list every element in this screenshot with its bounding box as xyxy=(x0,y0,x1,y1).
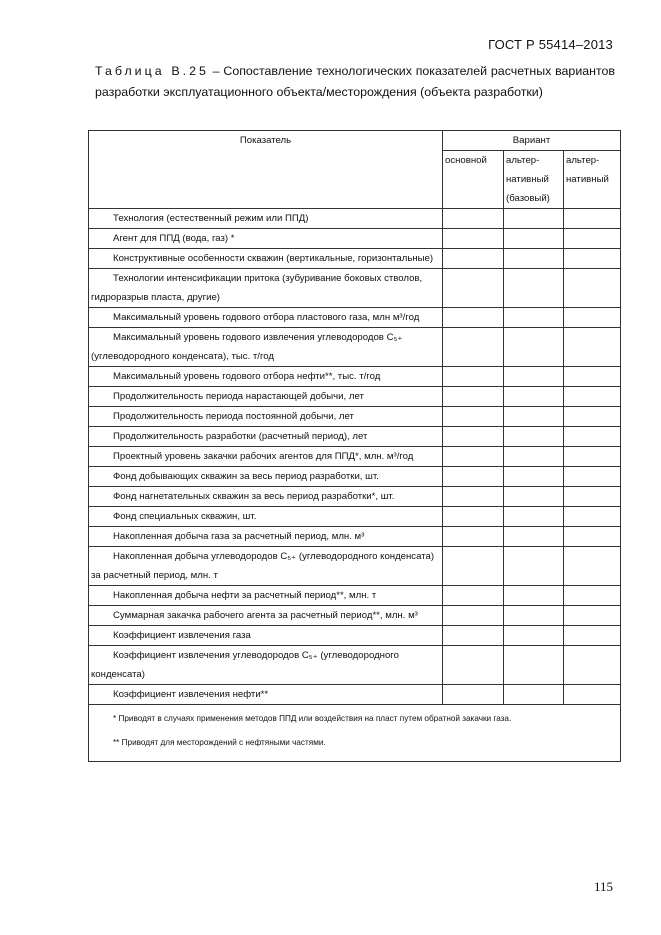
table-row xyxy=(89,606,621,626)
row-value-cell xyxy=(443,387,504,407)
row-indicator: Технология (естественный режим или ППД) xyxy=(89,209,443,229)
table-row xyxy=(89,209,621,229)
row-value-cell xyxy=(564,229,621,249)
row-value-cell xyxy=(564,269,621,308)
row-value-cell xyxy=(564,387,621,407)
comparison-table xyxy=(88,130,621,762)
row-indicator: Накопленная добыча углеводородов С₅₊ (углеводородного конденсата) за расчетный период, млн. т xyxy=(89,547,443,586)
row-indicator: Коэффициент извлечения газа xyxy=(89,626,443,646)
row-value-cell xyxy=(564,606,621,626)
table-row xyxy=(89,229,621,249)
row-value-cell xyxy=(443,547,504,586)
row-value-cell xyxy=(504,527,564,547)
row-value-cell xyxy=(504,387,564,407)
row-value-cell xyxy=(443,407,504,427)
row-value-cell xyxy=(504,308,564,328)
row-indicator: Технологии интенсификации притока (зубуривание боковых стволов, гидроразрыв пласта, другие) xyxy=(89,269,443,308)
table-row xyxy=(89,646,621,685)
row-value-cell xyxy=(443,586,504,606)
row-indicator: Суммарная закачка рабочего агента за расчетный период**, млн. м³ xyxy=(89,606,443,626)
row-value-cell xyxy=(564,527,621,547)
table-row xyxy=(89,407,621,427)
row-value-cell xyxy=(443,685,504,705)
row-value-cell xyxy=(504,367,564,387)
table-row xyxy=(89,527,621,547)
row-value-cell xyxy=(443,229,504,249)
row-value-cell xyxy=(564,447,621,467)
row-indicator: Максимальный уровень годового извлечения углеводородов С₅₊ (углеводородного конденсата), тыс. т/год xyxy=(89,328,443,367)
row-value-cell xyxy=(504,427,564,447)
row-value-cell xyxy=(504,269,564,308)
row-value-cell xyxy=(443,427,504,447)
row-value-cell xyxy=(504,209,564,229)
row-value-cell xyxy=(564,685,621,705)
header-alt2: альтер-нативный xyxy=(564,151,621,209)
header-indicator: Показатель xyxy=(89,131,443,209)
table-row xyxy=(89,387,621,407)
row-value-cell xyxy=(564,407,621,427)
row-value-cell xyxy=(564,547,621,586)
row-value-cell xyxy=(504,626,564,646)
row-value-cell xyxy=(504,547,564,586)
row-indicator: Накопленная добыча газа за расчетный период, млн. м³ xyxy=(89,527,443,547)
table-row xyxy=(89,367,621,387)
row-value-cell xyxy=(564,507,621,527)
row-value-cell xyxy=(504,487,564,507)
table-row xyxy=(89,547,621,586)
note-1: * Приводят в случаях применения методов ППД или воздействия на пласт путем обратной закачки газа. xyxy=(113,714,512,723)
row-value-cell xyxy=(564,487,621,507)
row-value-cell xyxy=(564,308,621,328)
row-indicator: Фонд нагнетательных скважин за весь период разработки*, шт. xyxy=(89,487,443,507)
row-value-cell xyxy=(443,367,504,387)
row-value-cell xyxy=(443,467,504,487)
row-value-cell xyxy=(443,249,504,269)
header-alt1: альтер-нативный (базовый) xyxy=(504,151,564,209)
standard-number: ГОСТ Р 55414–2013 xyxy=(488,37,613,52)
table-row xyxy=(89,685,621,705)
row-value-cell xyxy=(564,467,621,487)
row-value-cell xyxy=(564,367,621,387)
row-value-cell xyxy=(443,447,504,467)
row-value-cell xyxy=(564,249,621,269)
row-value-cell xyxy=(564,626,621,646)
row-value-cell xyxy=(504,447,564,467)
table-row xyxy=(89,249,621,269)
row-indicator: Коэффициент извлечения углеводородов С₅₊ (углеводородного конденсата) xyxy=(89,646,443,685)
row-value-cell xyxy=(504,606,564,626)
row-value-cell xyxy=(443,328,504,367)
table-row xyxy=(89,328,621,367)
table-notes xyxy=(89,705,621,762)
table-row xyxy=(89,427,621,447)
row-value-cell xyxy=(443,527,504,547)
table-row xyxy=(89,269,621,308)
row-indicator: Накопленная добыча нефти за расчетный период**, млн. т xyxy=(89,586,443,606)
row-indicator: Коэффициент извлечения нефти** xyxy=(89,685,443,705)
note-2: ** Приводят для месторождений с нефтяными частями. xyxy=(113,738,326,747)
table-row xyxy=(89,308,621,328)
row-value-cell xyxy=(504,229,564,249)
row-value-cell xyxy=(564,209,621,229)
row-value-cell xyxy=(443,269,504,308)
row-value-cell xyxy=(504,685,564,705)
header-variant: Вариант xyxy=(443,131,621,151)
row-indicator: Продолжительность периода нарастающей добычи, лет xyxy=(89,387,443,407)
table-row xyxy=(89,447,621,467)
row-value-cell xyxy=(443,646,504,685)
page-number: 115 xyxy=(593,879,613,894)
row-value-cell xyxy=(564,586,621,606)
row-value-cell xyxy=(504,646,564,685)
caption-label: Таблица В.25 xyxy=(95,64,209,78)
table-row xyxy=(89,507,621,527)
row-indicator: Продолжительность периода постоянной добычи, лет xyxy=(89,407,443,427)
table-row xyxy=(89,626,621,646)
row-value-cell xyxy=(564,427,621,447)
row-value-cell xyxy=(443,507,504,527)
row-value-cell xyxy=(504,328,564,367)
row-indicator: Агент для ППД (вода, газ) * xyxy=(89,229,443,249)
row-value-cell xyxy=(564,646,621,685)
caption-text: – Сопоставление технологических показателей расчетных вариантов разработки эксплуатационного объекта/месторождения (объекта разработки) xyxy=(95,64,615,99)
row-indicator: Максимальный уровень годового отбора нефти**, тыс. т/год xyxy=(89,367,443,387)
row-value-cell xyxy=(443,606,504,626)
table-row xyxy=(89,586,621,606)
table-caption xyxy=(95,61,615,103)
row-value-cell xyxy=(443,487,504,507)
row-value-cell xyxy=(443,209,504,229)
row-value-cell xyxy=(443,626,504,646)
table-row xyxy=(89,487,621,507)
row-indicator: Фонд добывающих скважин за весь период разработки, шт. xyxy=(89,467,443,487)
row-indicator: Максимальный уровень годового отбора пластового газа, млн м³/год xyxy=(89,308,443,328)
table-row xyxy=(89,467,621,487)
header-basic: основной xyxy=(443,151,504,209)
row-value-cell xyxy=(504,507,564,527)
row-value-cell xyxy=(564,328,621,367)
row-indicator: Конструктивные особенности скважин (вертикальные, горизонтальные) xyxy=(89,249,443,269)
row-indicator: Продолжительность разработки (расчетный период), лет xyxy=(89,427,443,447)
row-value-cell xyxy=(504,467,564,487)
row-value-cell xyxy=(443,308,504,328)
row-value-cell xyxy=(504,407,564,427)
row-indicator: Фонд специальных скважин, шт. xyxy=(89,507,443,527)
row-value-cell xyxy=(504,249,564,269)
row-indicator: Проектный уровень закачки рабочих агентов для ППД*, млн. м³/год xyxy=(89,447,443,467)
row-value-cell xyxy=(504,586,564,606)
